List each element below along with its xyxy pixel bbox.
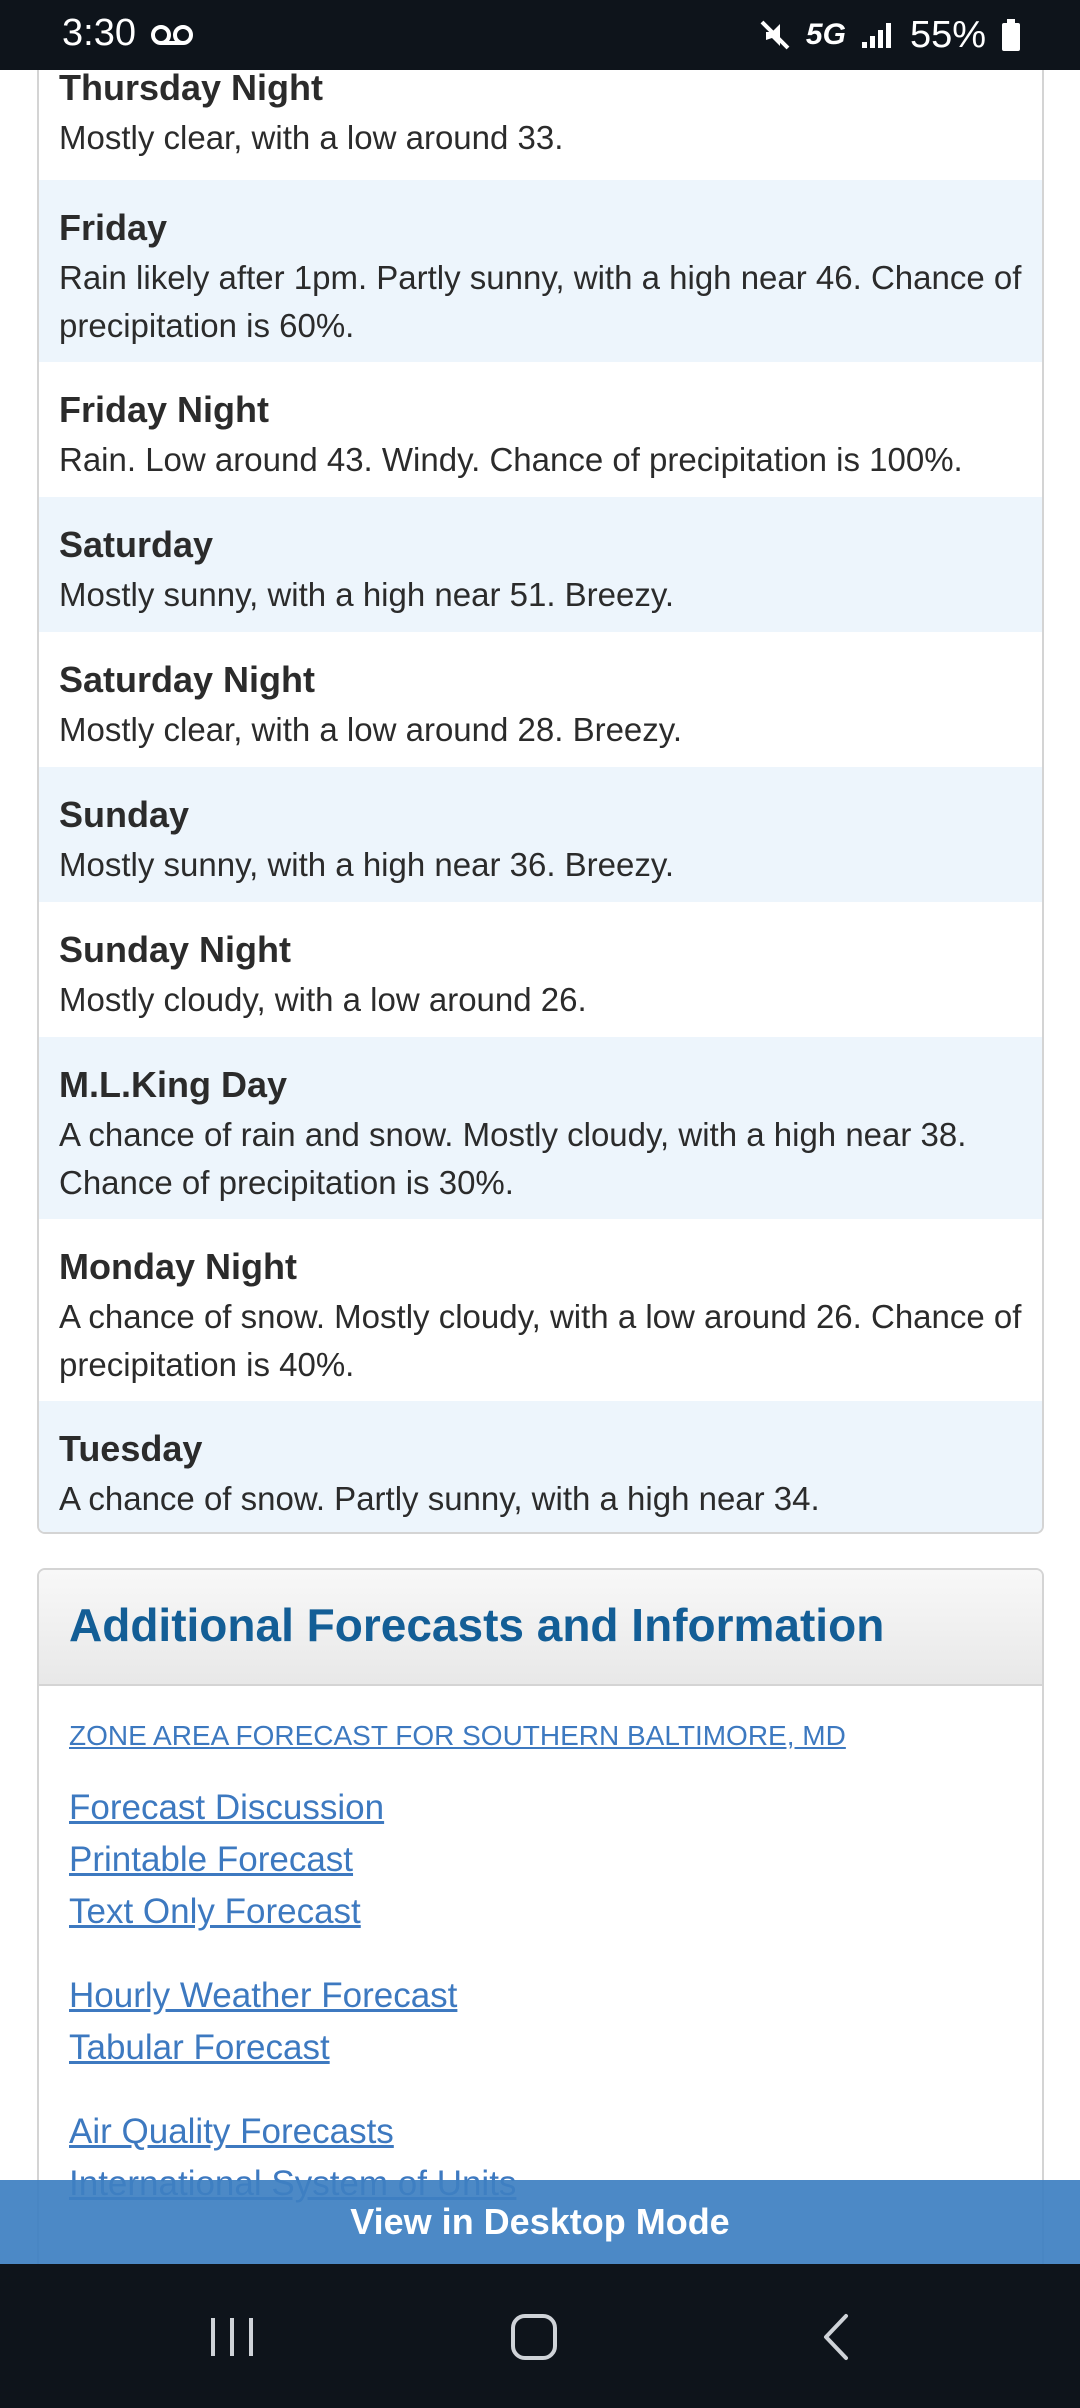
air-quality-link[interactable]: Air Quality Forecasts [69, 2112, 394, 2151]
tabular-forecast-link[interactable]: Tabular Forecast [69, 2028, 330, 2067]
battery-percent: 55% [909, 13, 986, 56]
forecast-row [39, 902, 1042, 1037]
voicemail-icon [150, 22, 194, 48]
status-time: 3:30 [62, 12, 136, 54]
forecast-row [39, 497, 1042, 632]
forecast-description: A chance of snow. Partly sunny, with a high near 34. [59, 1480, 820, 1517]
detailed-forecast-panel [37, 70, 1044, 1534]
status-bar [0, 0, 1080, 70]
forecast-row [39, 767, 1042, 902]
forecast-day: Sunday [59, 794, 190, 835]
home-icon[interactable] [499, 2302, 569, 2372]
hourly-forecast-link[interactable]: Hourly Weather Forecast [69, 1976, 458, 2015]
recents-icon[interactable] [197, 2302, 267, 2372]
signal-icon [860, 20, 896, 50]
forecast-description: Rain likely after 1pm. Partly sunny, with a high near 46. Chance of precipitation is 60%. [59, 259, 1022, 344]
forecast-row [39, 180, 1042, 362]
zone-forecast-link[interactable]: ZONE AREA FORECAST FOR SOUTHERN BALTIMORE, MD [69, 1720, 846, 1751]
forecast-description: Mostly cloudy, with a low around 26. [59, 981, 587, 1018]
spacer [69, 2074, 1012, 2106]
forecast-day: Friday [59, 207, 168, 248]
forecast-day: Tuesday [59, 1428, 203, 1469]
forecast-row [39, 1401, 1042, 1532]
forecast-description: Mostly clear, with a low around 33. [59, 119, 564, 156]
battery-icon [1000, 18, 1022, 52]
forecast-description: Mostly sunny, with a high near 36. Breezy. [59, 846, 675, 883]
forecast-row [39, 362, 1042, 497]
system-nav-bar [0, 2264, 1080, 2408]
spacer [69, 1938, 1012, 1970]
forecast-description: Rain. Low around 43. Windy. Chance of precipitation is 100%. [59, 441, 963, 478]
forecast-day: M.L.King Day [59, 1064, 288, 1105]
forecast-day: Sunday Night [59, 929, 291, 970]
view-desktop-mode-button[interactable]: View in Desktop Mode [0, 2180, 1080, 2264]
forecast-row [39, 1219, 1042, 1401]
network-type: 5G [805, 18, 846, 51]
forecast-day: Friday Night [59, 389, 270, 430]
forecast-description: A chance of rain and snow. Mostly cloudy, with a high near 38. Chance of precipitation is 30%. [59, 1116, 967, 1201]
text-only-forecast-link[interactable]: Text Only Forecast [69, 1892, 361, 1931]
forecast-description: Mostly clear, with a low around 28. Breezy. [59, 711, 683, 748]
forecast-discussion-link[interactable]: Forecast Discussion [69, 1788, 385, 1827]
forecast-row [39, 1037, 1042, 1219]
back-icon[interactable] [802, 2302, 872, 2372]
forecast-description: A chance of snow. Mostly cloudy, with a low around 26. Chance of precipitation is 40%. [59, 1298, 1022, 1383]
forecast-day: Saturday [59, 524, 214, 565]
printable-forecast-link[interactable]: Printable Forecast [69, 1840, 354, 1879]
mute-icon [758, 18, 792, 52]
forecast-day: Saturday Night [59, 659, 316, 700]
panel-header [39, 1570, 1042, 1686]
forecast-description: Mostly sunny, with a high near 51. Breezy. [59, 576, 675, 613]
links-list [39, 1686, 1042, 2210]
forecast-day: Monday Night [59, 1246, 297, 1287]
panel-title: Additional Forecasts and Information [69, 1599, 885, 1651]
forecast-row [39, 632, 1042, 767]
forecast-row [39, 70, 1042, 156]
forecast-day: Thursday Night [59, 70, 324, 108]
